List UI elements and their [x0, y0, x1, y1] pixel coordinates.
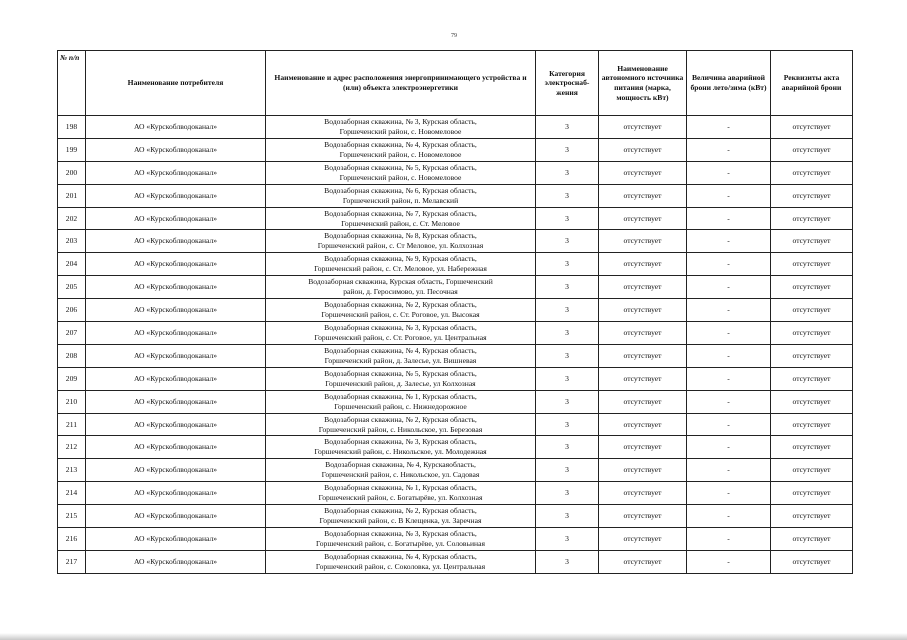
table-row — [58, 459, 853, 482]
cell-reserve: - — [687, 367, 771, 390]
cell-address — [266, 505, 536, 528]
cell-category: 3 — [536, 161, 599, 184]
header-act: Реквизиты акта аварийной брони — [771, 51, 853, 116]
cell-address — [266, 344, 536, 367]
cell-num: 213 — [58, 459, 86, 482]
table-row — [58, 413, 853, 436]
cell-reserve: - — [687, 550, 771, 573]
cell-category: 3 — [536, 207, 599, 230]
reserve-table — [57, 50, 853, 574]
table-row — [58, 550, 853, 573]
cell-source: отсутствует — [599, 550, 687, 573]
cell-consumer: АО «Курскоблводоканал» — [86, 253, 266, 276]
address-line-2: район, д. Геросимово, ул. Песочная — [343, 287, 458, 297]
cell-reserve: - — [687, 116, 771, 139]
table-row — [58, 184, 853, 207]
cell-consumer: АО «Курскоблводоканал» — [86, 482, 266, 505]
address-line-2: Горшеченский район, с. Никольское, ул. Садовая — [321, 470, 480, 480]
table-row — [58, 207, 853, 230]
address-line-2: Горшеченский район, с. Нижнедорожное — [334, 401, 467, 411]
cell-consumer: АО «Курскоблводоканал» — [86, 138, 266, 161]
cell-num: 215 — [58, 505, 86, 528]
cell-num: 210 — [58, 390, 86, 413]
cell-act: отсутствует — [771, 184, 853, 207]
cell-reserve: - — [687, 482, 771, 505]
table-row — [58, 276, 853, 299]
address-line-1: Водозаборная скважина, № 2, Курская область, — [324, 414, 477, 424]
cell-reserve: - — [687, 390, 771, 413]
address-line-1: Водозаборная скважина, № 4, Курская область, — [324, 345, 477, 355]
cell-act: отсутствует — [771, 482, 853, 505]
cell-reserve: - — [687, 505, 771, 528]
table-row — [58, 253, 853, 276]
cell-act: отсутствует — [771, 138, 853, 161]
address-line-2: Горшеченский район, с. Богатырёве, ул. Соловьиная — [316, 538, 485, 548]
address-line-2: Горшеченский район, с. Соколовка, ул. Центральная — [315, 561, 486, 571]
cell-num: 200 — [58, 161, 86, 184]
table-row — [58, 138, 853, 161]
cell-consumer: АО «Курскоблводоканал» — [86, 207, 266, 230]
address-line-1: Водозаборная скважина, № 2, Курская область, — [324, 506, 477, 516]
cell-address — [266, 367, 536, 390]
address-line-1: Водозаборная скважина, № 6, Курская область, — [324, 185, 477, 195]
cell-act: отсутствует — [771, 299, 853, 322]
cell-act: отсутствует — [771, 230, 853, 253]
header-source: Наименование автономного источника питания (марка, мощность кВт) — [599, 51, 687, 116]
address-line-1: Водозаборная скважина, № 4, Курскаяобласть, — [325, 460, 476, 470]
cell-num: 204 — [58, 253, 86, 276]
cell-reserve: - — [687, 413, 771, 436]
cell-num: 211 — [58, 413, 86, 436]
address-line-2: Горшеченский район, с. Ст. Меловое — [341, 218, 460, 228]
cell-address — [266, 184, 536, 207]
address-line-1: Водозаборная скважина, № 3, Курская область, — [324, 322, 477, 332]
cell-address — [266, 528, 536, 551]
cell-category: 3 — [536, 230, 599, 253]
address-line-2: Горшеченский район, с. Ст Меловое, ул. Колхозная — [317, 241, 484, 251]
cell-num: 209 — [58, 367, 86, 390]
cell-reserve: - — [687, 138, 771, 161]
cell-consumer: АО «Курскоблводоканал» — [86, 184, 266, 207]
page-number: 79 — [451, 33, 457, 39]
cell-category: 3 — [536, 322, 599, 345]
cell-address — [266, 482, 536, 505]
address-line-2: Горшеченский район, п. Мелавский — [342, 195, 459, 205]
table-body — [58, 116, 853, 574]
cell-address — [266, 413, 536, 436]
cell-num: 202 — [58, 207, 86, 230]
table-row — [58, 436, 853, 459]
address-line-1: Водозаборная скважина, № 2, Курская область, — [324, 300, 477, 310]
address-line-2: Горшеченский район, с. Богатырёве, ул. Колхозная — [318, 493, 483, 503]
cell-address — [266, 322, 536, 345]
address-line-1: Водозаборная скважина, № 4, Курская область, — [324, 139, 477, 149]
cell-category: 3 — [536, 367, 599, 390]
cell-reserve: - — [687, 184, 771, 207]
cell-source: отсутствует — [599, 367, 687, 390]
cell-reserve: - — [687, 230, 771, 253]
cell-category: 3 — [536, 253, 599, 276]
cell-num: 199 — [58, 138, 86, 161]
cell-num: 212 — [58, 436, 86, 459]
cell-num: 206 — [58, 299, 86, 322]
cell-category: 3 — [536, 436, 599, 459]
cell-source: отсутствует — [599, 253, 687, 276]
cell-address — [266, 276, 536, 299]
cell-num: 217 — [58, 550, 86, 573]
cell-act: отсутствует — [771, 390, 853, 413]
cell-reserve: - — [687, 253, 771, 276]
cell-category: 3 — [536, 276, 599, 299]
table-row — [58, 505, 853, 528]
cell-address — [266, 390, 536, 413]
cell-source: отсутствует — [599, 322, 687, 345]
header-reserve: Величина аварийной брони лето/зима (кВт) — [687, 51, 771, 116]
cell-act: отсутствует — [771, 505, 853, 528]
table-row — [58, 299, 853, 322]
cell-act: отсутствует — [771, 413, 853, 436]
cell-consumer: АО «Курскоблводоканал» — [86, 505, 266, 528]
cell-consumer: АО «Курскоблводоканал» — [86, 322, 266, 345]
cell-source: отсутствует — [599, 436, 687, 459]
cell-reserve: - — [687, 528, 771, 551]
table-row — [58, 528, 853, 551]
header-object: Наименование и адрес расположения энергопринимающего устройства и (или) объекта электроэнергетики — [266, 51, 536, 116]
header-row — [58, 51, 853, 116]
cell-source: отсутствует — [599, 138, 687, 161]
cell-category: 3 — [536, 550, 599, 573]
cell-num: 208 — [58, 344, 86, 367]
address-line-2: Горшеченский район, с. Ст. Роговое, ул. Центральная — [314, 332, 487, 342]
cell-address — [266, 253, 536, 276]
table-row — [58, 116, 853, 139]
cell-act: отсутствует — [771, 367, 853, 390]
address-line-1: Водозаборная скважина, № 5, Курская область, — [324, 368, 477, 378]
cell-source: отсутствует — [599, 276, 687, 299]
address-line-1: Водозаборная скважина, Курская область, Горшеченский — [308, 277, 493, 287]
cell-reserve: - — [687, 322, 771, 345]
cell-category: 3 — [536, 299, 599, 322]
cell-consumer: АО «Курскоблводоканал» — [86, 116, 266, 139]
cell-act: отсутствует — [771, 528, 853, 551]
cell-act: отсутствует — [771, 322, 853, 345]
cell-source: отсутствует — [599, 413, 687, 436]
cell-source: отсутствует — [599, 161, 687, 184]
address-line-1: Водозаборная скважина, № 8, Курская область, — [324, 231, 477, 241]
cell-consumer: АО «Курскоблводоканал» — [86, 413, 266, 436]
cell-reserve: - — [687, 436, 771, 459]
table-row — [58, 367, 853, 390]
header-num: № п/п — [58, 51, 86, 116]
address-line-2: Горшеченский район, с. Никольское, ул. Березовая — [318, 424, 483, 434]
cell-reserve: - — [687, 299, 771, 322]
cell-consumer: АО «Курскоблводоканал» — [86, 367, 266, 390]
cell-category: 3 — [536, 184, 599, 207]
table-row — [58, 322, 853, 345]
cell-num: 214 — [58, 482, 86, 505]
cell-reserve: - — [687, 207, 771, 230]
table-row — [58, 482, 853, 505]
cell-address — [266, 550, 536, 573]
cell-act: отсутствует — [771, 436, 853, 459]
cell-category: 3 — [536, 482, 599, 505]
cell-address — [266, 138, 536, 161]
cell-num: 198 — [58, 116, 86, 139]
cell-act: отсутствует — [771, 550, 853, 573]
cell-category: 3 — [536, 505, 599, 528]
cell-source: отсутствует — [599, 344, 687, 367]
address-line-1: Водозаборная скважина, № 3, Курская область, — [324, 116, 477, 126]
cell-consumer: АО «Курскоблводоканал» — [86, 390, 266, 413]
address-line-2: Горшеченский район, с. Новомеловое — [339, 149, 462, 159]
cell-address — [266, 207, 536, 230]
cell-source: отсутствует — [599, 528, 687, 551]
cell-address — [266, 299, 536, 322]
cell-num: 205 — [58, 276, 86, 299]
header-consumer: Наименование потребителя — [86, 51, 266, 116]
cell-act: отсутствует — [771, 253, 853, 276]
cell-act: отсутствует — [771, 116, 853, 139]
address-line-1: Водозаборная скважина, № 1, Курская область, — [324, 391, 477, 401]
cell-consumer: АО «Курскоблводоканал» — [86, 459, 266, 482]
cell-category: 3 — [536, 390, 599, 413]
header-category: Категория электроснаб-жения — [536, 51, 599, 116]
cell-source: отсутствует — [599, 207, 687, 230]
address-line-1: Водозаборная скважина, № 9, Курская область, — [324, 254, 477, 264]
cell-source: отсутствует — [599, 230, 687, 253]
cell-act: отсутствует — [771, 161, 853, 184]
cell-consumer: АО «Курскоблводоканал» — [86, 161, 266, 184]
cell-num: 216 — [58, 528, 86, 551]
cell-consumer: АО «Курскоблводоканал» — [86, 550, 266, 573]
cell-act: отсутствует — [771, 459, 853, 482]
cell-act: отсутствует — [771, 344, 853, 367]
address-line-2: Горшеченский район, д. Залесье, ул. Вишневая — [324, 355, 477, 365]
cell-num: 201 — [58, 184, 86, 207]
address-line-2: Горшеченский район, с. Ст. Роговое, ул. Высокая — [321, 310, 480, 320]
cell-consumer: АО «Курскоблводоканал» — [86, 344, 266, 367]
cell-act: отсутствует — [771, 276, 853, 299]
cell-address — [266, 436, 536, 459]
cell-consumer: АО «Курскоблводоканал» — [86, 299, 266, 322]
table-row — [58, 161, 853, 184]
table-row — [58, 230, 853, 253]
table-row — [58, 344, 853, 367]
cell-consumer: АО «Курскоблводоканал» — [86, 528, 266, 551]
cell-category: 3 — [536, 413, 599, 436]
table-row — [58, 390, 853, 413]
cell-address — [266, 230, 536, 253]
cell-address — [266, 116, 536, 139]
cell-consumer: АО «Курскоблводоканал» — [86, 436, 266, 459]
cell-category: 3 — [536, 344, 599, 367]
address-line-2: Горшеченский район, с. Новомеловое — [339, 126, 462, 136]
cell-address — [266, 161, 536, 184]
address-line-2: Горшеченский район, с. Никольское, ул. Молодежная — [314, 447, 487, 457]
address-line-1: Водозаборная скважина, № 7, Курская область, — [324, 208, 477, 218]
cell-category: 3 — [536, 459, 599, 482]
address-line-2: Горшеченский район, с. Ст. Меловое, ул. Набережная — [314, 264, 487, 274]
address-line-1: Водозаборная скважина, № 3, Курская область, — [324, 528, 477, 538]
address-line-2: Горшеченский район, с. Новомеловое — [339, 172, 462, 182]
address-line-1: Водозаборная скважина, № 3, Курская область, — [324, 437, 477, 447]
cell-source: отсутствует — [599, 390, 687, 413]
cell-category: 3 — [536, 528, 599, 551]
cell-num: 207 — [58, 322, 86, 345]
cell-category: 3 — [536, 138, 599, 161]
scan-edge — [0, 633, 907, 640]
cell-reserve: - — [687, 161, 771, 184]
cell-consumer: АО «Курскоблводоканал» — [86, 276, 266, 299]
address-line-1: Водозаборная скважина, № 5, Курская область, — [324, 162, 477, 172]
cell-source: отсутствует — [599, 505, 687, 528]
cell-source: отсутствует — [599, 482, 687, 505]
cell-source: отсутствует — [599, 459, 687, 482]
cell-source: отсутствует — [599, 299, 687, 322]
cell-consumer: АО «Курскоблводоканал» — [86, 230, 266, 253]
cell-source: отсутствует — [599, 184, 687, 207]
cell-act: отсутствует — [771, 207, 853, 230]
cell-reserve: - — [687, 276, 771, 299]
address-line-1: Водозаборная скважина, № 1, Курская область, — [324, 483, 477, 493]
cell-reserve: - — [687, 459, 771, 482]
cell-source: отсутствует — [599, 116, 687, 139]
cell-num: 203 — [58, 230, 86, 253]
address-line-2: Горшеченский район, с. В Клещенка, ул. Заречная — [319, 516, 482, 526]
cell-address — [266, 459, 536, 482]
address-line-2: Горшеченский район, д. Залесье, ул Колхозная — [325, 378, 476, 388]
address-line-1: Водозаборная скважина, № 4, Курская область, — [324, 551, 477, 561]
cell-reserve: - — [687, 344, 771, 367]
cell-category: 3 — [536, 116, 599, 139]
